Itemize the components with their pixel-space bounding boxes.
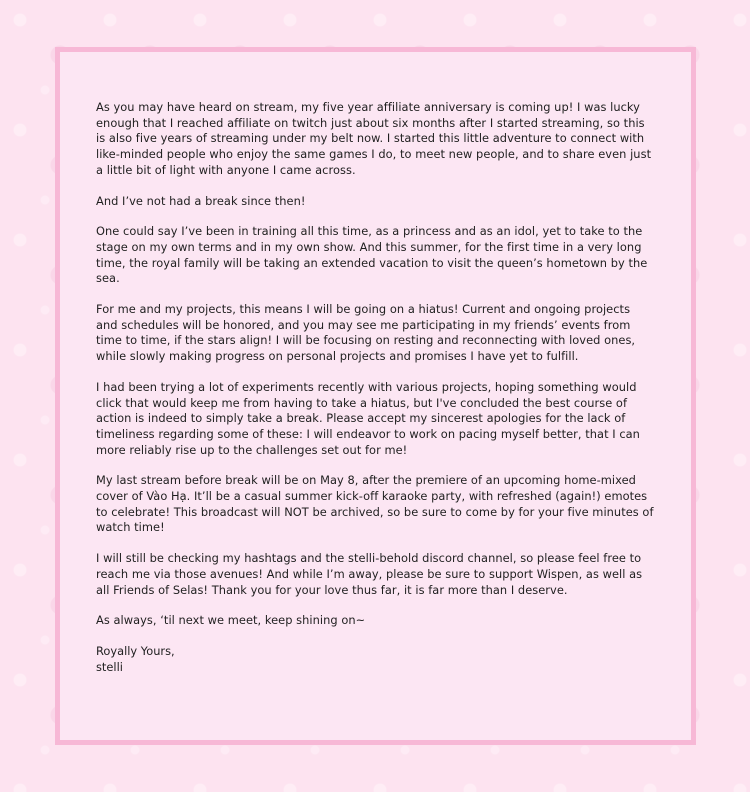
letter-paragraph-8: As always, ‘til next we meet, keep shining on~ bbox=[96, 613, 366, 628]
letter-paragraph-7: I will still be checking my hashtags and the stelli-behold discord channel, so please feel free to reach me via those avenues! And while I’m away, please be sure to support Wispen, as well as all Friends of Selas! Thank you for your love thus far, it is far more than I deserve. bbox=[96, 551, 643, 597]
letter-paragraph-2: And I’ve not had a break since then! bbox=[96, 193, 306, 208]
letter-paragraph-5: I had been trying a lot of experiments recently with various projects, hoping something would click that would keep me from having to take a hiatus, but I've concluded the best course of action is indeed to simply take a break. Please accept my sincerest apologies for the lack of timeliness regarding some of these: I will endeavor to work on pacing myself better, that I can more reliably rise up to the challenges set out for me! bbox=[96, 379, 640, 457]
letter-closing: Royally Yours, bbox=[96, 643, 175, 658]
letter-card bbox=[55, 47, 696, 745]
letter-paragraph-3: One could say I’ve been in training all this time, as a princess and as an idol, yet to take to the stage on my own terms and in my own show. And this summer, for the first time in a very long time, the royal family will be taking an extended vacation to visit the queen’s hometown by the sea. bbox=[96, 224, 648, 286]
letter-signature: stelli bbox=[96, 659, 123, 674]
letter-paragraph-1: As you may have heard on stream, my five year affiliate anniversary is coming up! I was lucky enough that I reached affiliate on twitch just about six months after I started streaming, so this is also five years of streaming under my belt now. I started this little adventure to connect with like-minded people who enjoy the same games I do, to meet new people, and to share even just a little bit of light with anyone I came across. bbox=[96, 100, 652, 177]
letter-paragraph-6: My last stream before break will be on May 8, after the premiere of an upcoming home-mixed cover of Vào Hạ. It’ll be a casual summer kick-off karaoke party, with refreshed (again!) emotes to celebrate! This broadcast will NOT be archived, so be sure to come by for your five minutes of watch time! bbox=[96, 473, 654, 535]
letter-paragraph-4: For me and my projects, this means I will be going on a hiatus! Current and ongoing projects and schedules will be honored, and you may see me participating in my friends’ events from time to time, if the stars align! I will be focusing on resting and reconnecting with loved ones, while slowly making progress on personal projects and promises I have yet to fulfill. bbox=[96, 302, 636, 364]
